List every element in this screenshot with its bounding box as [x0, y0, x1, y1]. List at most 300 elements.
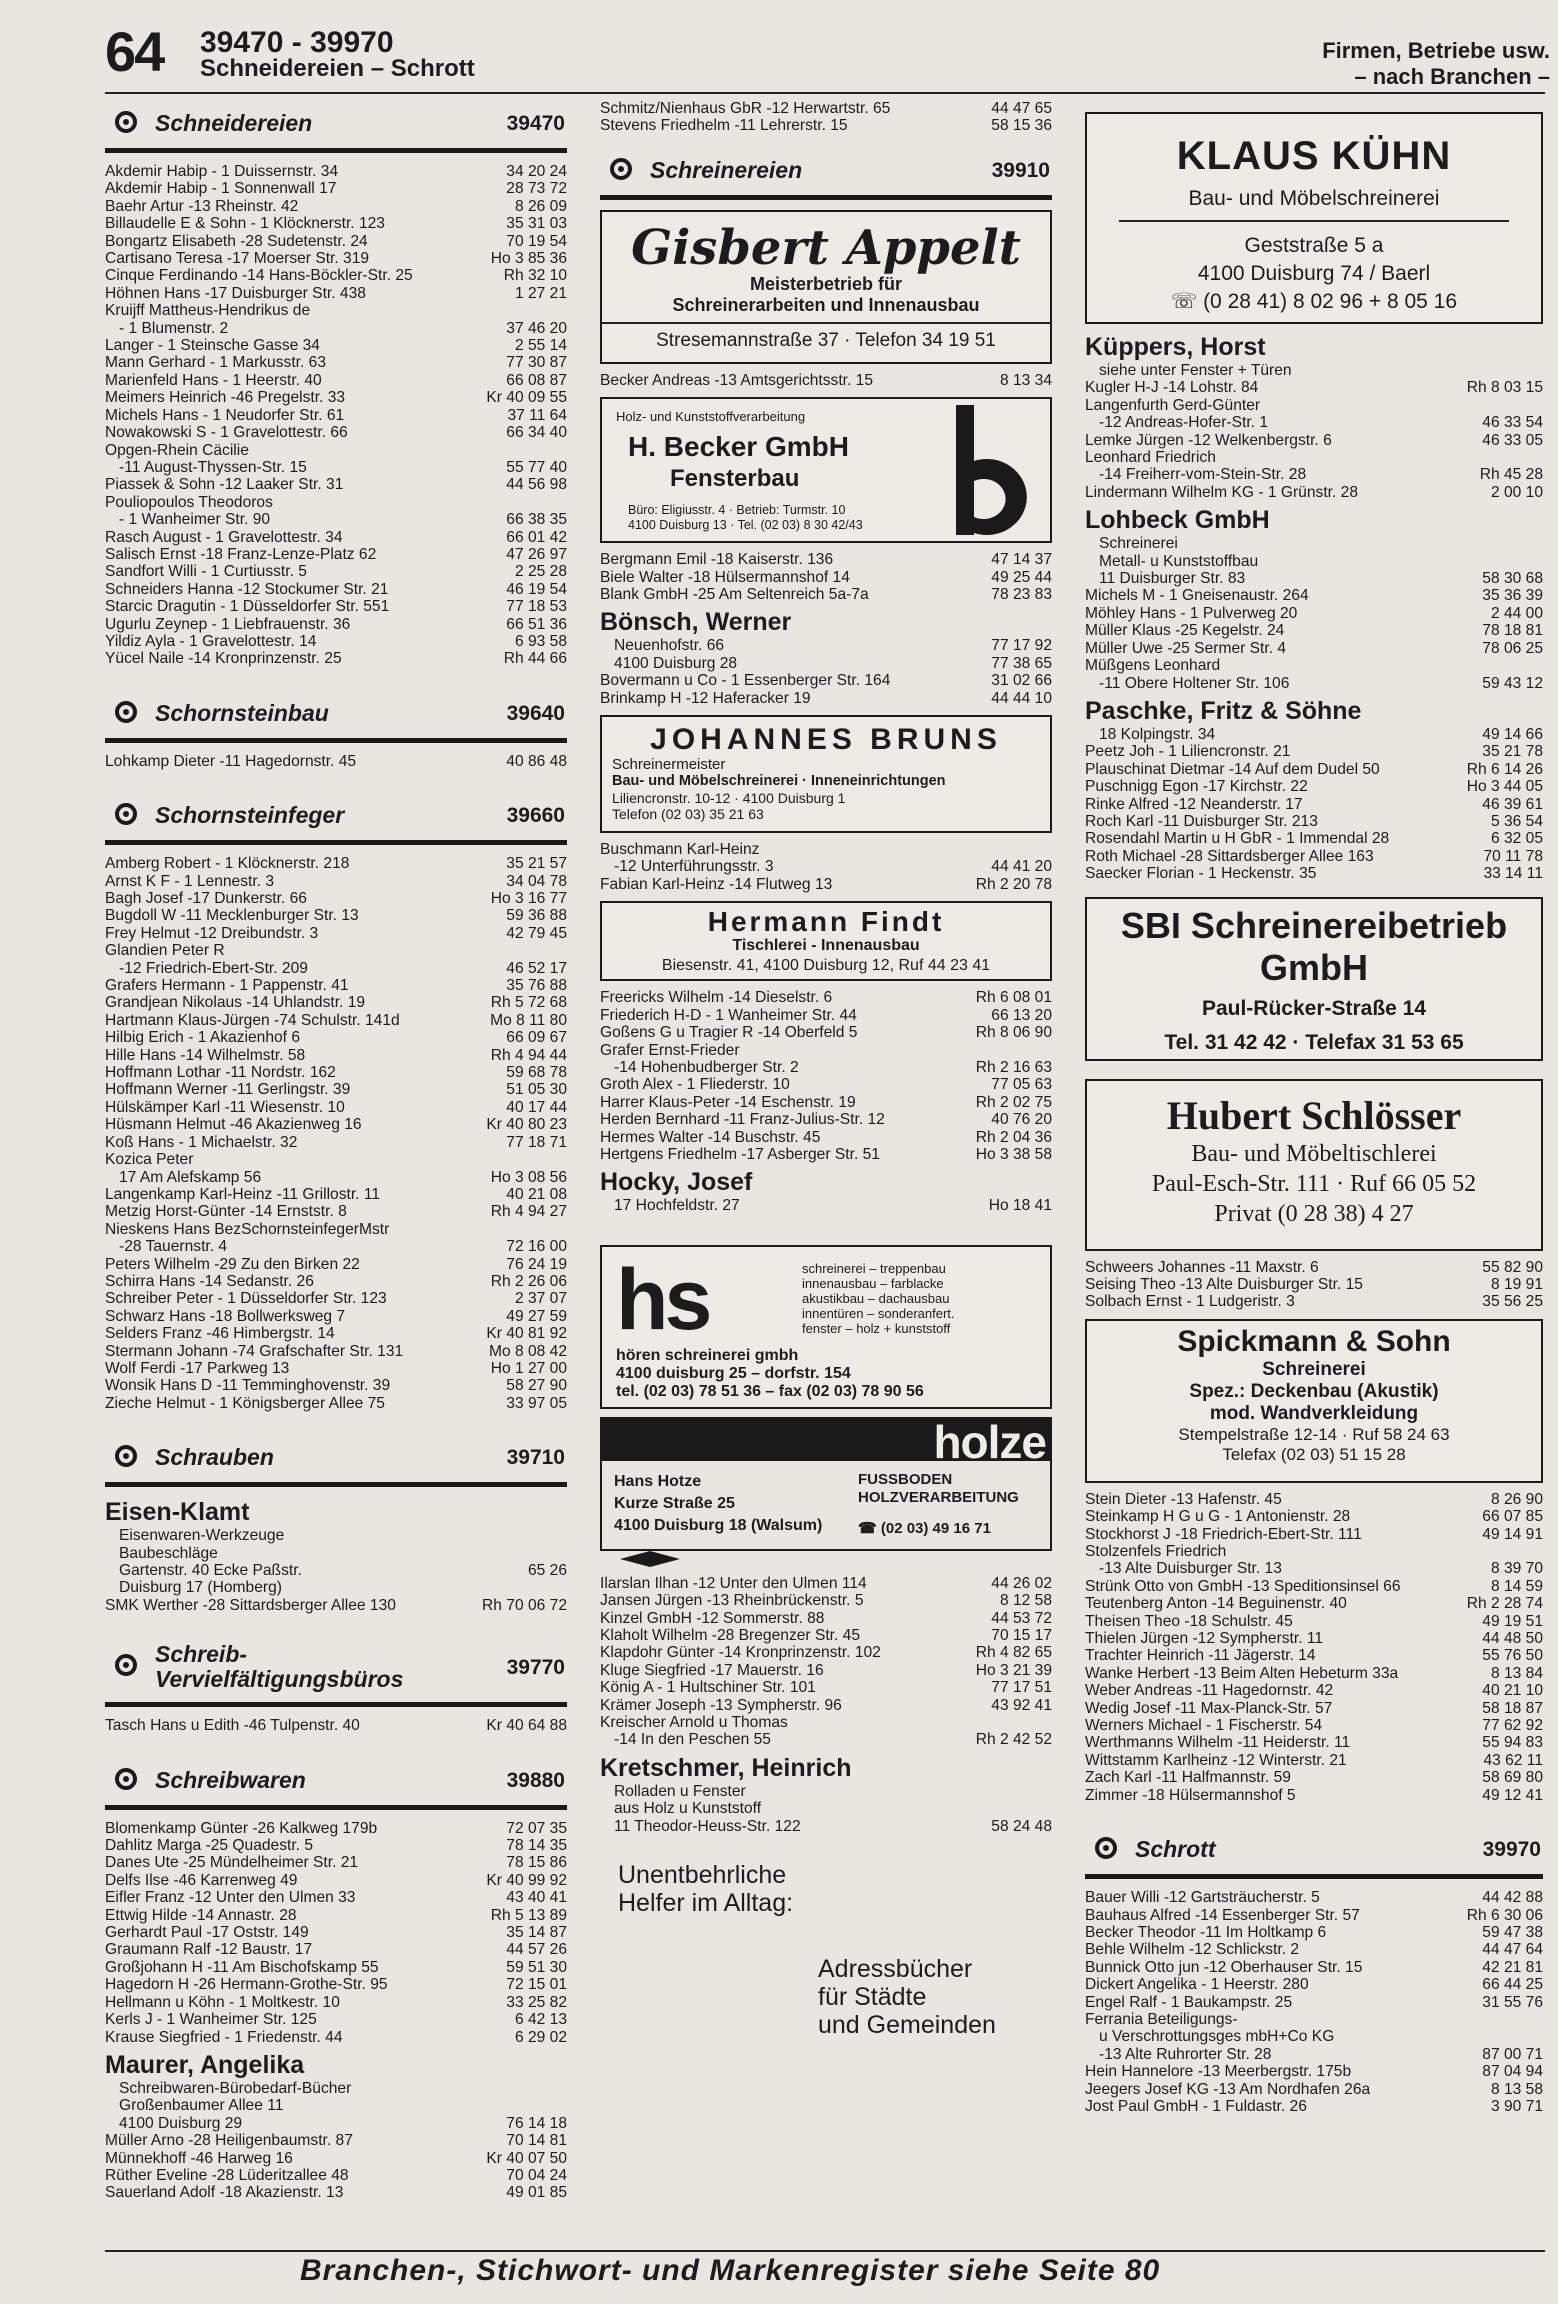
entry-name: Saecker Florian - 1 Heckenstr. 35 — [1085, 865, 1317, 883]
entry-phone: 78 15 86 — [506, 1854, 567, 1872]
list-item — [1085, 796, 1543, 813]
entry-phone: 42 21 81 — [1482, 1958, 1543, 1976]
entry-phone: 28 73 72 — [506, 180, 567, 198]
ad-line: Biesenstr. 41, 4100 Duisburg 12, Ruf 44 23 41 — [661, 957, 991, 975]
entry-name: Buschmann Karl-Heinz — [600, 841, 760, 859]
entry-name: Wolf Ferdi -17 Parkweg 13 — [105, 1359, 290, 1377]
ad-gisbert-appelt — [600, 210, 1052, 364]
list-item — [600, 1731, 1052, 1748]
list-item — [1085, 1665, 1543, 1682]
header-right — [1322, 38, 1550, 90]
list-item — [1085, 1560, 1543, 1577]
list-item — [105, 1527, 567, 1544]
section-schrauben — [105, 1438, 567, 1487]
list-item — [1085, 865, 1543, 882]
ad-hotze — [600, 1417, 1052, 1567]
list-item — [600, 858, 1052, 875]
entry-phone: 33 97 05 — [506, 1394, 567, 1412]
list-item — [600, 1679, 1052, 1696]
list-item — [1085, 1293, 1543, 1310]
header-title: Schneidereien – Schrott — [200, 55, 475, 82]
entry-phone: Rh 2 20 78 — [975, 875, 1052, 893]
entry-name: Bergmann Emil -18 Kaiserstr. 136 — [600, 551, 834, 569]
entry-name: Müßgens Leonhard — [1085, 657, 1221, 675]
ad-hoeren-schreinerei — [600, 1245, 1052, 1409]
entry-name: Kerls J - 1 Wanheimer Str. 125 — [105, 2011, 317, 2029]
entry-phone: 59 68 78 — [506, 1064, 567, 1082]
list-item — [1085, 1717, 1543, 1734]
entry-phone: Rh 2 42 52 — [975, 1731, 1052, 1749]
entry-name: Grafer Ernst-Frieder — [600, 1041, 740, 1059]
ad-line: Kurze Straße 25 — [614, 1494, 735, 1512]
entry-name: Piassek & Sohn -12 Laaker Str. 31 — [105, 476, 344, 494]
entry-name: Bauhaus Alfred -14 Essenberger Str. 57 — [1085, 1906, 1360, 1924]
entry-phone: 44 41 20 — [991, 858, 1052, 876]
entry-phone: 59 51 30 — [506, 1958, 567, 1976]
entry-phone: 46 33 05 — [1482, 431, 1543, 449]
entry-phone: 8 26 09 — [514, 197, 567, 215]
entry-phone: 66 38 35 — [506, 511, 567, 529]
list-item — [600, 1627, 1052, 1644]
entry-phone: 37 11 64 — [507, 406, 567, 424]
entry-phone: 55 76 50 — [1482, 1647, 1543, 1665]
entry-list — [600, 1783, 1052, 1835]
entry-name: Wanke Herbert -13 Beim Alten Hebeturm 33a — [1085, 1664, 1399, 1682]
list-item — [600, 1094, 1052, 1111]
list-item — [1085, 449, 1543, 466]
list-item — [105, 267, 567, 284]
list-item — [1085, 761, 1543, 778]
list-item — [600, 1714, 1052, 1731]
list-item — [1085, 1734, 1543, 1751]
entry-phone: 5 36 54 — [1490, 812, 1543, 830]
list-item — [600, 1076, 1052, 1093]
entry-name: Blank GmbH -25 Am Seltenreich 5a-7a — [600, 586, 869, 604]
entry-name: Münnekhoff -46 Harweg 16 — [105, 2149, 293, 2167]
entry-name: Graumann Ralf -12 Baustr. 17 — [105, 1941, 313, 1959]
ad-hermann-findt — [600, 901, 1052, 981]
entry-phone: 35 76 88 — [506, 977, 567, 995]
list-item — [105, 529, 567, 546]
entry-name: Fabian Karl-Heinz -14 Flutweg 13 — [600, 875, 833, 893]
entry-name: -13 Alte Duisburger Str. 13 — [1099, 1560, 1282, 1578]
ad-line: FUSSBODEN — [858, 1470, 953, 1488]
entry-list — [105, 163, 567, 668]
entry-list — [1085, 726, 1543, 883]
entry-name: -12 Unterführungsstr. 3 — [614, 858, 774, 876]
entry-name: siehe unter Fenster + Türen — [1099, 362, 1292, 379]
target-icon — [115, 111, 137, 133]
entry-phone: Ho 3 16 77 — [490, 890, 567, 907]
ad-address — [628, 503, 863, 533]
entry-name: Hille Hans -14 Wilhelmstr. 58 — [105, 1046, 306, 1064]
entry-name: Bugdoll W -11 Mecklenburger Str. 13 — [105, 907, 359, 925]
entry-name: Selders Franz -46 Himbergstr. 14 — [105, 1325, 335, 1343]
featured-entry: Paschke, Fritz & Söhne — [1085, 696, 1362, 725]
list-item — [600, 100, 1052, 117]
entry-name: Bagh Josef -17 Dunkerstr. 66 — [105, 890, 307, 907]
entry-name: Groth Alex - 1 Fliederstr. 10 — [600, 1076, 790, 1094]
list-item — [1085, 1889, 1543, 1906]
entry-phone: 35 31 03 — [506, 215, 567, 233]
section-schrott — [1085, 1830, 1543, 1879]
entry-phone: Ho 3 21 39 — [975, 1661, 1052, 1679]
section-code: 39770 — [506, 1656, 565, 1680]
entry-list — [1085, 362, 1543, 501]
entry-phone: 70 11 78 — [1483, 847, 1543, 865]
ad-line: Schreinerei — [1262, 1358, 1366, 1380]
entry-phone: 66 44 25 — [1482, 1976, 1543, 1994]
entry-list — [600, 372, 1052, 389]
entry-name: Puschnigg Egon -17 Kirchstr. 22 — [1085, 778, 1308, 796]
list-item — [105, 994, 567, 1011]
entry-name: Schneiders Hanna -12 Stockumer Str. 21 — [105, 580, 389, 598]
entry-phone: Rh 32 10 — [503, 267, 567, 285]
footer-note: Branchen-, Stichwort- und Markenregister siehe Seite 80 — [300, 2254, 1161, 2287]
entry-name: Wittstamm Karlheinz -12 Winterstr. 21 — [1085, 1751, 1347, 1769]
list-item — [600, 551, 1052, 568]
entry-phone: 8 14 59 — [1490, 1577, 1543, 1595]
entry-name: Bongartz Elisabeth -28 Sudetenstr. 24 — [105, 232, 368, 250]
entry-name: Cinque Ferdinando -14 Hans-Böckler-Str. 25 — [105, 267, 413, 285]
list-item — [105, 1325, 567, 1342]
entry-phone: 59 47 38 — [1482, 1923, 1543, 1941]
list-item — [105, 337, 567, 354]
list-item — [1085, 587, 1543, 604]
list-item — [1085, 605, 1543, 622]
list-item — [1085, 1682, 1543, 1699]
entry-phone: 55 77 40 — [506, 458, 567, 476]
list-item — [1085, 466, 1543, 483]
entry-phone: 6 93 58 — [514, 632, 567, 650]
entry-phone: 78 18 81 — [1482, 622, 1543, 640]
entry-phone: 43 62 11 — [1483, 1751, 1543, 1769]
entry-name: Lohkamp Dieter -11 Hagedornstr. 45 — [105, 752, 357, 770]
entry-name: 18 Kolpingstr. 34 — [1099, 725, 1216, 743]
list-item — [105, 1256, 567, 1273]
list-item — [105, 2132, 567, 2149]
list-item — [105, 494, 567, 511]
entry-phone: 31 55 76 — [1482, 1993, 1543, 2011]
entry-phone: Ho 18 41 — [988, 1197, 1052, 1215]
entry-name: Ilarslan Ilhan -12 Unter den Ulmen 114 — [600, 1574, 867, 1592]
ad-address — [616, 1347, 924, 1401]
entry-name: Müller Uwe -25 Sermer Str. 4 — [1085, 639, 1287, 657]
entry-name: Schweers Johannes -11 Maxstr. 6 — [1085, 1258, 1319, 1276]
entry-name: Kluge Siegfried -17 Mauerstr. 16 — [600, 1661, 824, 1679]
entry-name: Metzig Horst-Günter -14 Ernststr. 8 — [105, 1203, 347, 1221]
list-item — [105, 1360, 567, 1377]
entry-name: Bunnick Otto jun -12 Oberhauser Str. 15 — [1085, 1958, 1363, 1976]
list-item — [600, 1697, 1052, 1714]
list-item — [600, 1575, 1052, 1592]
entry-name: Starcic Dragutin - 1 Düsseldorfer Str. 551 — [105, 598, 390, 616]
list-item — [105, 459, 567, 476]
list-item — [1085, 848, 1543, 865]
target-icon — [115, 803, 137, 825]
list-item — [1085, 484, 1543, 501]
list-item — [600, 637, 1052, 654]
list-item — [600, 876, 1052, 893]
entry-name: Billaudelle E & Sohn - 1 Klöcknerstr. 123 — [105, 215, 385, 233]
ad-line: fenster – holz + kunststoff — [802, 1320, 951, 1336]
entry-name: Arnst K F - 1 Lennestr. 3 — [105, 872, 275, 890]
list-item — [105, 1221, 567, 1238]
entry-list — [105, 753, 567, 770]
page-header — [105, 22, 1550, 92]
entry-phone: 76 14 18 — [506, 2114, 567, 2132]
ad-spickmann-sohn — [1085, 1319, 1543, 1483]
entry-name: Metall- u Kunststoffbau — [1099, 552, 1259, 570]
entry-name: Klapdohr Günter -14 Kronprinzenstr. 102 — [600, 1644, 881, 1662]
entry-phone: 58 27 90 — [506, 1377, 567, 1395]
ad-line: mod. Wandverkleidung — [1209, 1402, 1419, 1424]
list-item — [1085, 397, 1543, 414]
list-item — [105, 1064, 567, 1081]
ad-line: Tel. 31 42 42 · Telefax 31 53 65 — [1164, 1030, 1464, 1054]
entry-name: Werners Michael - 1 Fischerstr. 54 — [1085, 1717, 1323, 1735]
list-item — [1085, 1787, 1543, 1804]
list-item — [105, 855, 567, 872]
entry-phone: 78 06 25 — [1482, 639, 1543, 657]
entry-phone: 66 13 20 — [991, 1006, 1052, 1024]
entry-list — [600, 100, 1052, 135]
entry-phone: 44 47 65 — [991, 100, 1052, 117]
promo-text — [600, 1855, 1052, 2055]
entry-phone: 40 21 10 — [1482, 1682, 1543, 1700]
entry-phone: 72 15 01 — [506, 1976, 567, 1994]
entry-phone: 87 04 94 — [1482, 2063, 1543, 2081]
entry-phone: Rh 4 94 44 — [490, 1046, 567, 1064]
entry-phone: 58 15 36 — [991, 117, 1052, 135]
entry-phone: 40 21 08 — [506, 1185, 567, 1203]
entry-name: Duisburg 17 (Homberg) — [119, 1579, 282, 1597]
entry-name: -12 Andreas-Hofer-Str. 1 — [1099, 414, 1269, 432]
list-item — [105, 942, 567, 959]
ad-line: 4100 Duisburg 13 · Tel. (02 03) 8 30 42/43 — [628, 518, 863, 533]
promo-right — [818, 1955, 996, 2039]
entry-name: Schirra Hans -14 Sedanstr. 26 — [105, 1272, 314, 1290]
list-item — [1085, 553, 1543, 570]
ad-line: Bau- und Möbeltischlerei — [1191, 1140, 1437, 1167]
entry-name: Kinzel GmbH -12 Sommerstr. 88 — [600, 1609, 825, 1627]
entry-name: Goßens G u Tragier R -14 Oberfeld 5 — [600, 1024, 858, 1042]
entry-phone: 44 47 64 — [1482, 1941, 1543, 1959]
ad-line: Schreinerarbeiten und Innenausbau — [672, 294, 980, 315]
ad-line: ☏ (0 28 41) 8 02 96 + 8 05 16 — [1170, 290, 1458, 313]
entry-phone: 44 56 98 — [506, 476, 567, 494]
list-item — [1085, 1941, 1543, 1958]
list-item — [105, 925, 567, 942]
list-item — [600, 1662, 1052, 1679]
entry-name: -11 August-Thyssen-Str. 15 — [119, 458, 307, 476]
entry-phone: Rh 8 03 15 — [1466, 379, 1543, 397]
list-item — [105, 2167, 567, 2184]
list-item — [105, 907, 567, 924]
ad-line: Schreinermeister — [612, 756, 726, 774]
entry-phone: Rh 4 94 27 — [490, 1203, 567, 1221]
ad-line: Stempelstraße 12-14 · Ruf 58 24 63 — [1178, 1424, 1450, 1444]
section-code: 39710 — [506, 1446, 565, 1470]
entry-phone: 2 55 14 — [514, 337, 567, 355]
entry-phone: Ho 3 85 36 — [490, 250, 567, 268]
featured-entry: Lohbeck GmbH — [1085, 506, 1270, 535]
list-item — [1085, 1994, 1543, 2011]
list-item — [600, 1007, 1052, 1024]
list-item — [1085, 1959, 1543, 1976]
section-name: Schornsteinbau — [155, 699, 329, 726]
entry-name: 4100 Duisburg 28 — [614, 654, 738, 672]
section-schreibwaren — [105, 1761, 567, 1810]
entry-phone: 46 39 61 — [1482, 795, 1543, 813]
entry-list — [1085, 1889, 1543, 2115]
section-code: 39470 — [506, 112, 565, 135]
entry-phone: 44 53 72 — [991, 1609, 1052, 1627]
ad-services — [858, 1471, 1019, 1507]
entry-phone: Rh 8 06 90 — [975, 1024, 1052, 1042]
page-number: 64 — [105, 20, 164, 83]
target-icon — [610, 158, 632, 180]
entry-name: Kozica Peter — [105, 1151, 194, 1169]
entry-phone: 66 08 87 — [506, 371, 567, 389]
entry-phone: 2 25 28 — [514, 563, 567, 581]
ad-title: H. Becker GmbH — [628, 431, 849, 463]
entry-name: Neuenhofstr. 66 — [614, 637, 725, 655]
entry-name: Klaholt Wilhelm -28 Bregenzer Str. 45 — [600, 1626, 861, 1644]
entry-phone: 35 56 25 — [1482, 1293, 1543, 1311]
ad-services — [802, 1261, 955, 1336]
list-item — [105, 1029, 567, 1046]
entry-name: Hertgens Friedhelm -17 Asberger Str. 51 — [600, 1145, 880, 1163]
entry-phone: Kr 40 99 92 — [486, 1871, 567, 1889]
entry-name: Rosendahl Martin u H GbR - 1 Immendal 28 — [1085, 830, 1390, 848]
entry-phone: 55 94 83 — [1482, 1734, 1543, 1752]
entry-name: -12 Friedrich-Ebert-Str. 209 — [119, 959, 308, 977]
entry-list — [1085, 1259, 1543, 1311]
list-item — [1085, 1259, 1543, 1276]
list-item — [1085, 535, 1543, 552]
list-item — [105, 1308, 567, 1325]
list-item — [105, 354, 567, 371]
list-item — [1085, 379, 1543, 396]
list-item — [105, 616, 567, 633]
column-1 — [105, 100, 567, 2202]
target-icon — [115, 1445, 137, 1467]
entry-name: Krause Siegfried - 1 Friedenstr. 44 — [105, 2028, 343, 2046]
entry-phone: 58 24 48 — [991, 1817, 1052, 1835]
list-item — [600, 1818, 1052, 1835]
entry-name: Stermann Johann -74 Grafschafter Str. 131 — [105, 1342, 404, 1360]
list-item — [105, 1290, 567, 1307]
entry-name: Ettwig Hilde -14 Annastr. 28 — [105, 1906, 297, 1924]
section-name-line1: Schreib- — [155, 1641, 248, 1668]
list-item — [105, 389, 567, 406]
entry-name: Bovermann u Co - 1 Essenberger Str. 164 — [600, 672, 891, 690]
entry-phone: 8 13 34 — [999, 371, 1052, 389]
entry-name: 17 Hochfeldstr. 27 — [614, 1197, 740, 1215]
entry-phone: 34 20 24 — [506, 163, 567, 180]
entry-phone: Ho 1 27 00 — [490, 1359, 567, 1377]
list-item — [600, 989, 1052, 1006]
section-name: Schreibwaren — [155, 1766, 306, 1793]
section-code: 39660 — [506, 804, 565, 828]
entry-phone: Kr 40 80 23 — [486, 1116, 567, 1134]
list-item — [105, 977, 567, 994]
entry-phone: 55 82 90 — [1482, 1258, 1543, 1276]
entry-phone: 66 07 85 — [1482, 1508, 1543, 1526]
entry-phone: 47 26 97 — [506, 545, 567, 563]
list-item — [600, 1592, 1052, 1609]
entry-phone: Kr 40 81 92 — [486, 1325, 567, 1343]
entry-list — [600, 989, 1052, 1163]
entry-name: Becker Andreas -13 Amtsgerichtsstr. 15 — [600, 371, 874, 389]
ad-johannes-bruns — [600, 715, 1052, 833]
entry-phone: 58 69 80 — [1482, 1769, 1543, 1787]
featured-entry: Eisen-Klamt — [105, 1498, 250, 1527]
entry-phone: 40 86 48 — [506, 752, 567, 770]
list-item — [1085, 2063, 1543, 2080]
entry-list — [105, 2080, 567, 2202]
entry-phone: 33 14 11 — [1483, 865, 1543, 883]
entry-name: Schreiber Peter - 1 Düsseldorfer Str. 123 — [105, 1290, 387, 1308]
ad-hubert-schloesser — [1085, 1079, 1543, 1251]
entry-phone: 66 09 67 — [506, 1029, 567, 1047]
entry-name: Akdemir Habip - 1 Duissernstr. 34 — [105, 163, 339, 180]
entry-name: Akdemir Habip - 1 Sonnenwall 17 — [105, 180, 337, 198]
entry-name: Roth Michael -28 Sittardsberger Allee 163 — [1085, 847, 1374, 865]
ad-box — [600, 1461, 1052, 1551]
entry-name: Müller Klaus -25 Kegelstr. 24 — [1085, 622, 1285, 640]
entry-name: 17 Am Alefskamp 56 — [119, 1168, 262, 1186]
entry-name: Hoffmann Werner -11 Gerlingstr. 39 — [105, 1081, 351, 1099]
entry-phone: 44 44 10 — [991, 689, 1052, 707]
ad-line: akustikbau – dachausbau — [802, 1290, 950, 1306]
entry-name: Cartisano Teresa -17 Moerser Str. 319 — [105, 250, 370, 268]
entry-name: Schreinerei — [1099, 535, 1178, 553]
list-item — [105, 563, 567, 580]
entry-phone: 77 05 63 — [991, 1076, 1052, 1094]
list-item — [1085, 1907, 1543, 1924]
list-item — [600, 569, 1052, 586]
entry-name: Rasch August - 1 Gravelottestr. 34 — [105, 528, 343, 546]
entry-phone: Rh 6 08 01 — [975, 989, 1052, 1007]
list-item — [105, 1924, 567, 1941]
list-item — [105, 598, 567, 615]
section-name-line2: Vervielfältigungsbüros — [155, 1666, 404, 1693]
entry-name: Jost Paul GmbH - 1 Fuldastr. 26 — [1085, 2097, 1307, 2115]
entry-phone: 46 19 54 — [506, 580, 567, 598]
promo-line: Unentbehrliche — [618, 1861, 787, 1890]
entry-name: Frey Helmut -12 Dreibundstr. 3 — [105, 924, 319, 942]
entry-phone: 77 38 65 — [991, 654, 1052, 672]
entry-phone: 8 19 91 — [1490, 1275, 1543, 1293]
entry-name: Glandien Peter R — [105, 942, 225, 960]
ad-title: Spickmann & Sohn — [1177, 1324, 1451, 1358]
entry-name: Zimmer -18 Hülsermannshof 5 — [1085, 1786, 1296, 1804]
list-item — [105, 1081, 567, 1098]
entry-list — [600, 637, 1052, 707]
list-item — [1085, 1526, 1543, 1543]
entry-list — [105, 1527, 567, 1614]
entry-name: Müller Arno -28 Heiligenbaumstr. 87 — [105, 2132, 353, 2150]
ad-address — [614, 1471, 822, 1537]
list-item — [1085, 726, 1543, 743]
list-item — [1085, 1595, 1543, 1612]
entry-phone: 8 13 84 — [1490, 1664, 1543, 1682]
entry-phone: 59 36 88 — [506, 907, 567, 925]
header-right-line2: – nach Branchen – — [1354, 64, 1550, 89]
section-schreib — [105, 1640, 567, 1707]
